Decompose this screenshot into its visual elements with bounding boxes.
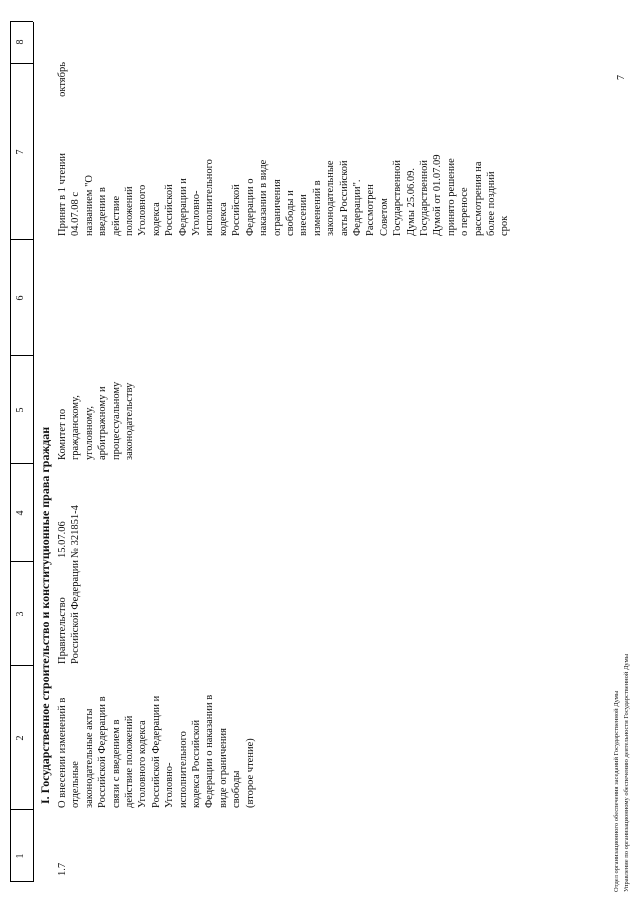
col-separator <box>10 463 33 464</box>
column-number-7: 7 <box>15 149 26 155</box>
status-line: принято решение <box>445 158 457 236</box>
bill-title-line: Российской Федерации и <box>150 695 162 808</box>
bill-title-line: законодательные акты <box>83 708 95 808</box>
bill-title-line: Уголовного кодекса <box>137 720 149 808</box>
registration-number: № 321851-4 <box>70 505 82 558</box>
status-line: введении в <box>97 187 109 236</box>
registration <box>56 466 83 558</box>
header-top-rule <box>10 22 11 882</box>
col-separator <box>10 63 33 64</box>
initiator <box>56 554 83 664</box>
initiator-line: Российской Федерации <box>70 560 82 664</box>
col-separator <box>10 239 33 240</box>
status-line: более поздний <box>486 171 497 236</box>
bill-title-line: (второе чтение) <box>244 738 256 808</box>
committee-line: арбитражному и <box>97 386 109 460</box>
bill-title-line: Российской Федерации в <box>97 696 109 808</box>
footer-line: Отдел организационного обеспечения заседаний Государственной Думы <box>613 690 620 892</box>
bill-title-line: кодекса Российской <box>191 719 203 808</box>
registration-date: 15.07.06 <box>57 521 68 558</box>
bill-title-line: отдельные <box>70 761 82 808</box>
status-line: ограничения <box>271 179 283 236</box>
status-line: о переносе <box>459 187 471 236</box>
status-line: изменений в <box>311 180 323 236</box>
status-line: Уголовно- <box>191 190 203 236</box>
status-line: кодекса <box>150 202 162 236</box>
status <box>56 122 512 236</box>
bill-title-line: действие положений <box>124 715 136 808</box>
committee-line: гражданскому, <box>70 395 82 460</box>
status-line: срок <box>499 215 511 236</box>
status-line: рассмотрения на <box>472 161 484 236</box>
status-line: законодательные <box>325 160 337 236</box>
bill-title-line: виде ограничения <box>217 728 229 808</box>
bill-title-line: свободы <box>231 770 243 808</box>
footer-line: Управление по организационному обеспечению деятельности Государственной Думы <box>623 653 630 892</box>
footer <box>612 654 632 892</box>
column-number-2: 2 <box>15 735 26 741</box>
status-line: действие <box>110 195 122 236</box>
status-line: Советом <box>378 198 390 236</box>
status-line: исполнительного <box>204 159 216 236</box>
header-bottom-rule <box>33 22 34 882</box>
column-number-5: 5 <box>15 407 26 413</box>
status-line: Российской <box>164 184 176 236</box>
column-number-1: 1 <box>15 853 26 859</box>
col-separator <box>10 355 33 356</box>
status-line: Уголовного <box>137 184 149 236</box>
committee <box>56 356 136 460</box>
column-number-3: 3 <box>15 611 26 617</box>
column-number-8: 8 <box>15 39 26 45</box>
status-line: названием "О <box>83 175 95 236</box>
status-line: 04.07.08 с <box>70 191 82 236</box>
bill-title <box>56 668 257 808</box>
column-number-4: 4 <box>15 510 26 516</box>
committee-line: процессуальному <box>110 381 122 460</box>
committee-line: законодательству <box>124 382 136 460</box>
status-line: Федерации и <box>177 178 189 236</box>
col-separator <box>10 21 33 22</box>
initiator-line: Правительство <box>57 597 68 664</box>
section-title: I. Государственное строительство и конституционные права граждан <box>38 426 52 804</box>
column-number-6: 6 <box>15 295 26 301</box>
status-line: внесении <box>298 194 310 236</box>
bill-title-line: Уголовно- <box>164 762 176 808</box>
status-line: наказании в виде <box>258 159 270 236</box>
deadline: октябрь <box>57 62 68 97</box>
bill-title-line: О внесении изменений в <box>57 697 68 808</box>
status-line: Думой от 01.07.09 <box>432 154 444 236</box>
status-line: Рассмотрен <box>365 184 377 236</box>
bill-title-line: исполнительного <box>177 731 189 808</box>
status-line: Государственной <box>418 160 430 236</box>
status-line: положений <box>124 186 136 236</box>
status-line: Принят в 1 чтении <box>57 153 68 236</box>
bill-title-line: связи с введением в <box>110 719 122 808</box>
status-line: Федерации о <box>244 178 256 236</box>
col-separator <box>10 665 33 666</box>
committee-line: Комитет по <box>57 408 68 460</box>
status-line: свободы и <box>284 190 296 236</box>
page-number: 7 <box>616 75 627 80</box>
status-line: Государственной <box>392 160 404 236</box>
col-separator <box>10 881 33 882</box>
row-number: 1.7 <box>57 862 68 876</box>
status-line: Российской <box>231 184 243 236</box>
status-line: Думы 25.06.09. <box>405 168 417 236</box>
col-separator <box>10 809 33 810</box>
bill-title-line: Федерации о наказании в <box>204 694 216 808</box>
status-line: Федерации". <box>351 179 363 236</box>
col-separator <box>10 561 33 562</box>
status-line: акты Российской <box>338 160 350 236</box>
committee-line: уголовному, <box>83 406 95 460</box>
status-line: кодекса <box>217 202 229 236</box>
